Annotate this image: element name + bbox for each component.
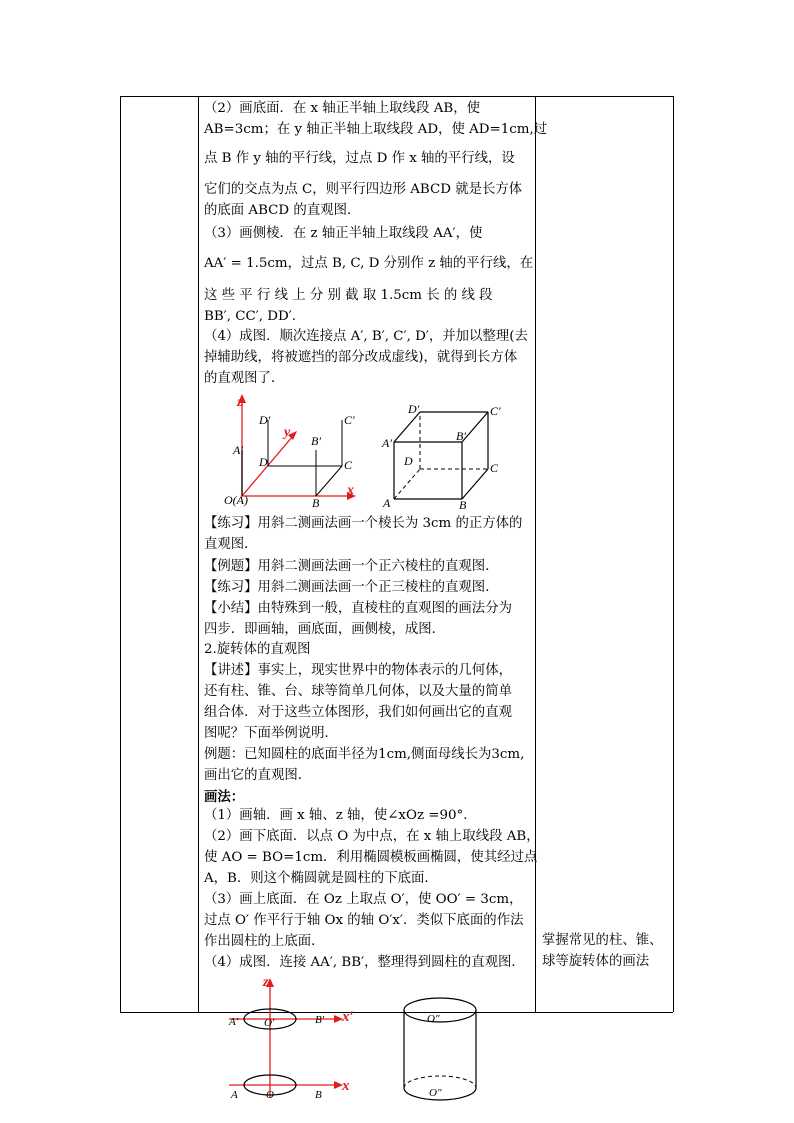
table-left-border <box>120 96 121 1012</box>
fig1-label-origin: O(A) <box>224 493 248 507</box>
cuboid-figure <box>380 395 510 510</box>
fig1-label-d: D <box>259 455 268 469</box>
content-line: 【讲述】事实上，现实世界中的物体表示的几何体， <box>204 663 512 678</box>
fig3-label-b-prime: B′ <box>315 1014 325 1026</box>
content-line: （4）成图．连接 AA′, BB′，整理得到圆柱的直观图． <box>204 955 525 970</box>
content-line: 【例题】用斜二测画法画一个正六棱柱的直观图． <box>204 559 499 574</box>
content-line: 【小结】由特殊到一般，直棱柱的直观图的画法分为 <box>204 601 512 616</box>
content-line: 直观图． <box>204 537 258 552</box>
fig1-label-c-prime: C′ <box>344 413 355 427</box>
content-line: BB′, CC′, DD′. <box>204 309 297 324</box>
fig3-label-b: B <box>315 1089 322 1101</box>
cuboid-axes-figure <box>222 390 372 510</box>
content-line: （4）成图．顺次连接点 A′, B′, C′, D′，并加以整理(去 <box>204 329 528 344</box>
content-line: （1）画轴．画 x 轴、z 轴，使∠xOz =90°． <box>204 808 477 823</box>
table-top-border <box>120 96 673 97</box>
teaching-goal-line-2: 球等旋转体的画法 <box>542 954 650 969</box>
fig3-label-o-prime: O′ <box>264 1017 275 1029</box>
fig1-label-x: x <box>347 483 354 498</box>
table-column-divider-1 <box>198 96 199 1012</box>
fig1-label-a-prime: A′ <box>233 443 243 457</box>
fig1-label-c: C <box>344 458 353 472</box>
fig4-label-top-center: O″ <box>427 1013 440 1025</box>
content-line: 作出圆柱的上底面． <box>204 934 325 949</box>
content-line: 【练习】用斜二测画法画一个棱长为 3cm 的正方体的 <box>204 516 523 531</box>
fig1-label-z: z <box>237 395 243 410</box>
content-line: A，B．则这个椭圆就是圆柱的下底面． <box>204 871 438 886</box>
fig2-label-d: D <box>404 454 413 468</box>
content-line: AB=3cm；在 y 轴正半轴上取线段 AD，使 AD=1cm,过 <box>204 122 548 137</box>
content-line: 画法： <box>204 789 245 805</box>
content-line: 画出它的直观图． <box>204 768 312 783</box>
fig1-label-y: y <box>284 425 291 440</box>
content-line: （3）画侧棱．在 z 轴正半轴上取线段 AA′，使 <box>204 226 483 241</box>
content-line: 【练习】用斜二测画法画一个正三棱柱的直观图． <box>204 580 499 595</box>
content-line: 掉辅助线，将被遮挡的部分改成虚线)，就得到长方体 <box>204 350 518 365</box>
fig3-label-x: x <box>342 1078 350 1094</box>
content-line: 这 些 平 行 线 上 分 别 截 取 1.5cm 长 的 线 段 <box>204 288 493 303</box>
fig3-label-x-prime: x′ <box>342 1009 354 1025</box>
table-right-border <box>673 96 674 1012</box>
table-column-divider-2 <box>535 96 536 1012</box>
fig3-label-a: A <box>231 1089 238 1101</box>
content-line: （2）画下底面．以点 O 为中点，在 x 轴上取线段 AB， <box>204 829 540 844</box>
content-line: AA′ = 1.5cm，过点 B, C, D 分别作 z 轴的平行线，在 <box>204 256 534 271</box>
content-line: 它们的交点为点 C，则平行四边形 ABCD 就是长方体 <box>204 182 523 197</box>
fig2-label-d-prime: D′ <box>408 402 420 416</box>
fig2-label-c-prime: C′ <box>490 404 501 418</box>
teaching-goal-note <box>542 930 670 972</box>
fig3-label-z: z <box>263 975 269 990</box>
content-line: 的底面 ABCD 的直观图． <box>204 203 361 218</box>
fig2-label-b: B <box>459 498 467 510</box>
table-bottom-border <box>120 1012 673 1013</box>
fig2-label-c: C <box>490 461 499 475</box>
content-line: 的直观图了． <box>204 371 285 386</box>
content-line: 使 AO = BO=1cm．利用椭圆模板画椭圆，使其经过点 <box>204 850 538 865</box>
cylinder-axes-figure <box>225 970 365 1110</box>
fig4-label-bottom-center: O″ <box>429 1087 442 1099</box>
cylinder-figure <box>398 990 482 1110</box>
fig2-label-a-prime: A′ <box>382 436 392 450</box>
content-line: 过点 O′ 作平行于轴 Ox 的轴 O′x′．类似下底面的作法 <box>204 913 524 928</box>
content-line: 点 B 作 y 轴的平行线，过点 D 作 x 轴的平行线，设 <box>204 151 515 166</box>
content-line: 四步．即画轴，画底面，画侧棱，成图． <box>204 622 446 637</box>
content-line: （2）画底面．在 x 轴正半轴上取线段 AB，使 <box>204 101 480 116</box>
fig2-label-b-prime: B′ <box>456 429 466 443</box>
content-line: 组合体．对于这些立体图形，我们如何画出它的直观 <box>204 705 512 720</box>
content-line: 图呢？下面举例说明． <box>204 726 338 741</box>
fig1-label-b: B <box>312 496 320 510</box>
fig3-label-a-prime: A′ <box>229 1016 239 1028</box>
content-line: （3）画上底面．在 Oz 上取点 O′，使 OO′ = 3cm， <box>204 892 523 907</box>
content-line: 2.旋转体的直观图 <box>204 642 311 657</box>
fig2-label-a: A <box>383 496 391 510</box>
content-line: 例题：已知圆柱的底面半径为1cm,侧面母线长为3cm, <box>204 747 525 762</box>
fig1-label-b-prime: B′ <box>311 434 321 448</box>
fig3-label-o: O <box>266 1089 274 1101</box>
teaching-goal-line-1: 掌握常见的柱、锥、 <box>542 933 663 948</box>
fig1-label-d-prime: D′ <box>259 413 271 427</box>
content-line: 还有柱、锥、台、球等简单几何体，以及大量的简单 <box>204 684 512 699</box>
